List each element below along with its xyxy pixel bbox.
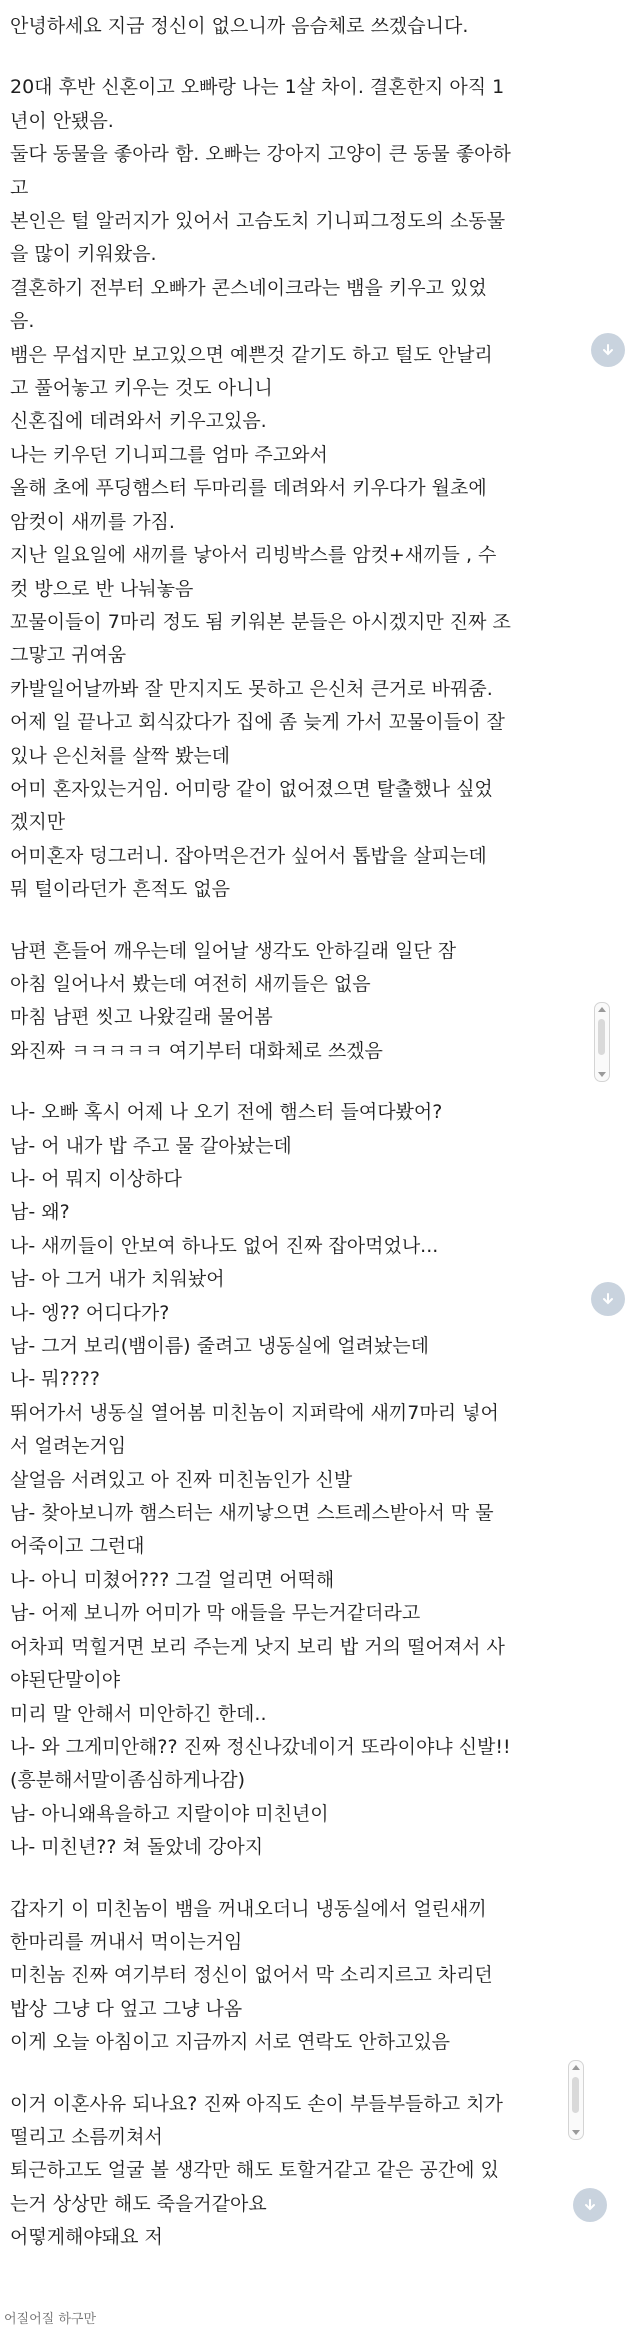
intro-paragraph [10, 10, 605, 43]
text-line: 어차피 먹힐거면 보리 주는게 낫지 보리 밥 거의 떨어져서 사 [10, 1635, 505, 1658]
text-line: 와진짜 ㅋㅋㅋㅋㅋ 여기부터 대화체로 쓰겠음 [10, 1039, 383, 1062]
scroll-down-button[interactable] [591, 1282, 625, 1316]
text-line: 는거 상상만 해도 죽을거같아요 [10, 2192, 267, 2215]
text-line: 나- 미친년?? 쳐 돌았네 강아지 [10, 1836, 264, 1859]
text-line: 있나 은신처를 살짝 봤는데 [10, 744, 231, 767]
chevron-down-icon [582, 2197, 598, 2213]
text-line: 카발일어날까봐 잘 만지지도 못하고 은신처 큰거로 바꿔줌. [10, 677, 493, 700]
text-line: 20대 후반 신혼이고 오빠랑 나는 1살 차이. 결혼한지 아직 1 [10, 76, 505, 99]
text-line: 지난 일요일에 새끼를 낳아서 리빙박스를 암컷+새끼들 , 수 [10, 544, 497, 567]
text-line: 나- 와 그게미안해?? 진짜 정신나갔네이거 또라이야냐 신발!! [10, 1735, 511, 1758]
text-line: 겠지만 [10, 811, 66, 834]
text-line: 퇴근하고도 얼굴 볼 생각만 해도 토할거같고 같은 공간에 있 [10, 2159, 499, 2182]
text-line: 본인은 털 알러지가 있어서 고슴도치 기니피그정도의 소동물 [10, 210, 506, 233]
text-line: 나- 오빠 혹시 어제 나 오기 전에 햄스터 들여다봤어? [10, 1101, 443, 1124]
paragraph-3 [10, 1096, 605, 1864]
text-line: 남- 어 내가 밥 주고 물 갈아놨는데 [10, 1134, 292, 1157]
text-line: 한마리를 꺼내서 먹이는거임 [10, 1930, 243, 1953]
text-line: 나는 키우던 기니피그를 엄마 주고와서 [10, 443, 328, 466]
text-line: 갑자기 이 미친놈이 뱀을 꺼내오더니 냉동실에서 얼린새끼 [10, 1897, 487, 1920]
text-line: 결혼하기 전부터 오빠가 콘스네이크라는 뱀을 키우고 있었 [10, 276, 487, 299]
text-line: 음. [10, 310, 35, 333]
text-line: 남- 어제 보니까 어미가 막 애들을 무는거같더라고 [10, 1602, 421, 1625]
scroll-thumb[interactable] [572, 2077, 579, 2113]
text-line: 어죽이고 그런대 [10, 1535, 145, 1558]
text-line: 꼬물이들이 7마리 정도 됨 키워본 분들은 아시겠지만 진짜 조 [10, 610, 511, 633]
text-line: 야된단말이야 [10, 1669, 121, 1692]
text-line: 미리 말 안해서 미안하긴 한데.. [10, 1702, 267, 1725]
text-line: 컷 방으로 반 나눠놓음 [10, 577, 194, 600]
scroll-up-arrow-icon[interactable] [572, 2065, 580, 2070]
text-line: 서 얼려논거임 [10, 1435, 127, 1458]
text-line: 나- 아니 미쳤어??? 그걸 얼리면 어떡해 [10, 1568, 335, 1591]
text-line: 남- 왜? [10, 1201, 70, 1224]
chevron-down-icon [600, 1291, 616, 1307]
text-line: 이거 이혼사유 되나요? 진짜 아직도 손이 부들부들하고 치가 [10, 2092, 503, 2115]
scroll-down-arrow-icon[interactable] [598, 1072, 606, 1077]
text-line: 뛰어가서 냉동실 열어봄 미친놈이 지퍼락에 새끼7마리 넣어 [10, 1401, 499, 1424]
text-line: 고 풀어놓고 키우는 것도 아니니 [10, 377, 273, 400]
text-line: 살얼음 서려있고 아 진짜 미친놈인가 신발 [10, 1468, 353, 1491]
text-line: 년이 안됐음. [10, 109, 114, 132]
text-line: 남편 흔들어 깨우는데 일어날 생각도 안하길래 일단 잠 [10, 939, 457, 962]
text-line: 그맣고 귀여움 [10, 644, 127, 667]
text-line: 뱀은 무섭지만 보고있으면 예쁜것 같기도 하고 털도 안날리 [10, 343, 493, 366]
scroll-down-button[interactable] [573, 2188, 607, 2222]
text-line: 이게 오늘 아침이고 지금까지 서로 연락도 안하고있음 [10, 2031, 451, 2054]
text-line: 신혼집에 데려와서 키우고있음. [10, 410, 267, 433]
text-line: 아침 일어나서 봤는데 여전히 새끼들은 없음 [10, 972, 371, 995]
text-line: 남- 그거 보리(뱀이름) 줄려고 냉동실에 얼려놨는데 [10, 1335, 429, 1358]
text-line: 남- 아 그거 내가 치워놨어 [10, 1268, 225, 1291]
text-line: 을 많이 키워왔음. [10, 243, 157, 266]
text-line: 마침 남편 씻고 나왔길래 물어봄 [10, 1006, 273, 1029]
scroll-up-arrow-icon[interactable] [598, 1007, 606, 1012]
text-line: 나- 새끼들이 안보여 하나도 없어 진짜 잡아먹었나... [10, 1234, 439, 1257]
text-line: 어미혼자 덩그러니. 잡아먹은건가 싶어서 톱밥을 살피는데 [10, 844, 487, 867]
text-line: 올해 초에 푸딩햄스터 두마리를 데려와서 키우다가 월초에 [10, 477, 487, 500]
paragraph-5 [10, 2088, 605, 2255]
scroll-thumb[interactable] [598, 1019, 605, 1055]
text-line: 나- 어 뭐지 이상하다 [10, 1168, 182, 1190]
text-line: 밥상 그냥 다 엎고 그냥 나옴 [10, 1997, 243, 2020]
scroll-rail[interactable] [568, 2060, 584, 2140]
chevron-down-icon [600, 342, 616, 358]
text-line: 어미 혼자있는거임. 어미랑 같이 없어졌으면 탈출했나 싶었 [10, 777, 493, 800]
text-line: 둘다 동물을 좋아라 함. 오빠는 강아지 고양이 큰 동물 좋아하 [10, 143, 511, 166]
text-line: 뭐 털이라던가 흔적도 없음 [10, 878, 231, 901]
text-line: 떨리고 소름끼쳐서 [10, 2125, 163, 2148]
text-line: 나- 엥?? 어디다가? [10, 1301, 170, 1324]
text-line: 나- 뭐???? [10, 1368, 100, 1391]
text-line: 남- 아니왜욕을하고 지랄이야 미친년이 [10, 1802, 329, 1825]
scroll-down-arrow-icon[interactable] [572, 2130, 580, 2135]
text-line: 어제 일 끝나고 회식갔다가 집에 좀 늦게 가서 꼬물이들이 잘 [10, 711, 505, 734]
text-line: 암컷이 새끼를 가짐. [10, 510, 175, 533]
text-line: (흥분해서말이좀심하게나감) [10, 1769, 246, 1792]
text-line: 고 [10, 176, 29, 199]
footer-caption: 어질어질 하구만 [4, 2312, 97, 2327]
text-line: 남- 찾아보니까 햄스터는 새끼낳으면 스트레스받아서 막 물 [10, 1502, 494, 1525]
text-line: 어떻게해야돼요 저 [10, 2226, 163, 2249]
paragraph-1 [10, 71, 605, 906]
scroll-down-button[interactable] [591, 333, 625, 367]
paragraph-4 [10, 1893, 605, 2060]
paragraph-2 [10, 935, 605, 1069]
text-line: 미친놈 진짜 여기부터 정신이 없어서 막 소리지르고 차리던 [10, 1964, 493, 1987]
scroll-rail[interactable] [594, 1002, 610, 1082]
intro-line: 안녕하세요 지금 정신이 없으니까 음슴체로 쓰겠습니다. [10, 15, 469, 37]
